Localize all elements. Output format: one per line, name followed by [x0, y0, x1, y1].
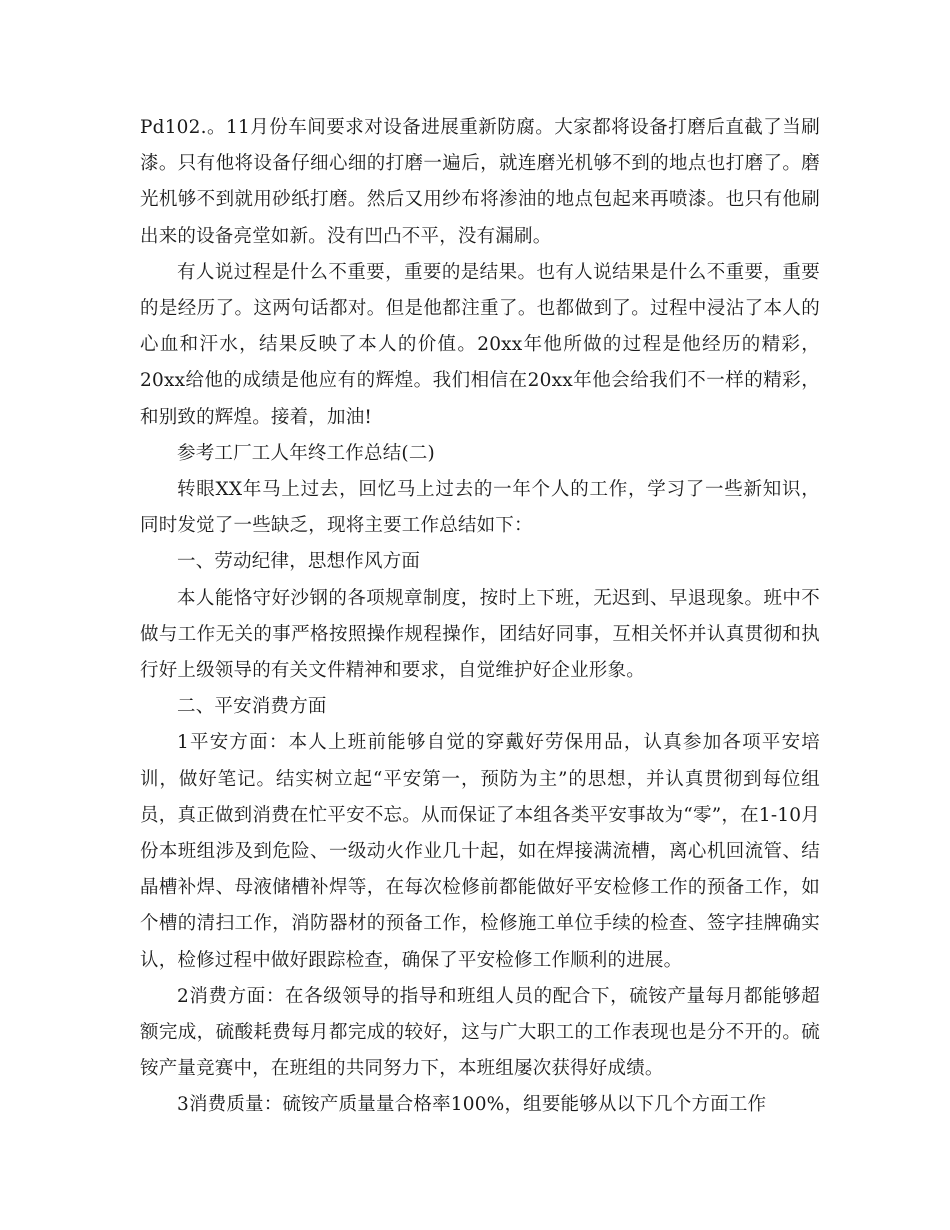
paragraph-safety: 1平安方面：本人上班前能够自觉的穿戴好劳保用品，认真参加各项平安培训，做好笔记。结实树立起“平安第一，预防为主”的思想，并认真贯彻到每位组员，真正做到消费在忙平安不忘。从而保证了本组各类平安事故为“零”，在1-10月份本班组涉及到危险、一级动火作业几十起，如在焊接满流槽，离心机回流管、结晶槽补焊、母液储槽补焊等，在每次检修前都能做好平安检修工作的预备工作，如个槽的清扫工作，消防器材的预备工作，检修施工单位手续的检查、签字挂牌确实认，检修过程中做好跟踪检查，确保了平安检修工作顺利的进展。	[140, 732, 820, 971]
subheading-safety: 二、平安消费方面	[177, 696, 327, 718]
paragraph-discipline: 本人能恪守好沙钢的各项规章制度，按时上下班，无迟到、早退现象。班中不做与工作无关的事严格按照操作规程操作，团结好同事，互相关怀并认真贯彻和执行好上级领导的有关文件精神和要求，自觉维护好企业形象。	[140, 587, 820, 682]
paragraph-production: 2消费方面：在各级领导的指导和班组人员的配合下，硫铵产量每月都能够超额完成，硫酸耗费每月都完成的较好，这与广大职工的工作表现也是分不开的。硫铵产量竞赛中，在班组的共同努力下，本班组屡次获得好成绩。	[140, 985, 820, 1080]
paragraph-2: 有人说过程是什么不重要，重要的是结果。也有人说结果是什么不重要，重要的是经历了。这两句话都对。但是他都注重了。也都做到了。过程中浸沾了本人的心血和汗水，结果反映了本人的价值。20xx年他所做的过程是他经历的精彩，20xx给他的成绩是他应有的辉煌。我们相信在20xx年他会给我们不一样的精彩，和别致的辉煌。接着，加油!	[140, 261, 820, 428]
paragraph-1: Pd102.。11月份车间要求对设备进展重新防腐。大家都将设备打磨后直截了当刷漆。只有他将设备仔细心细的打磨一遍后，就连磨光机够不到的地点也打磨了。磨光机够不到就用砂纸打磨。然后又用纱布将渗油的地点包起来再喷漆。也只有他刷出来的设备亮堂如新。没有凹凸不平，没有漏刷。	[140, 117, 820, 247]
document-body	[140, 110, 820, 1124]
subheading-discipline: 一、劳动纪律，思想作风方面	[177, 551, 421, 573]
paragraph-intro: 转眼XX年马上过去，回忆马上过去的一年个人的工作，学习了一些新知识，同时发觉了一些缺乏，现将主要工作总结如下：	[140, 479, 820, 537]
section-heading: 参考工厂工人年终工作总结(二)	[177, 442, 435, 464]
paragraph-quality: 3消费质量：硫铵产质量量合格率100%，组要能够从以下几个方面工作	[177, 1094, 767, 1116]
